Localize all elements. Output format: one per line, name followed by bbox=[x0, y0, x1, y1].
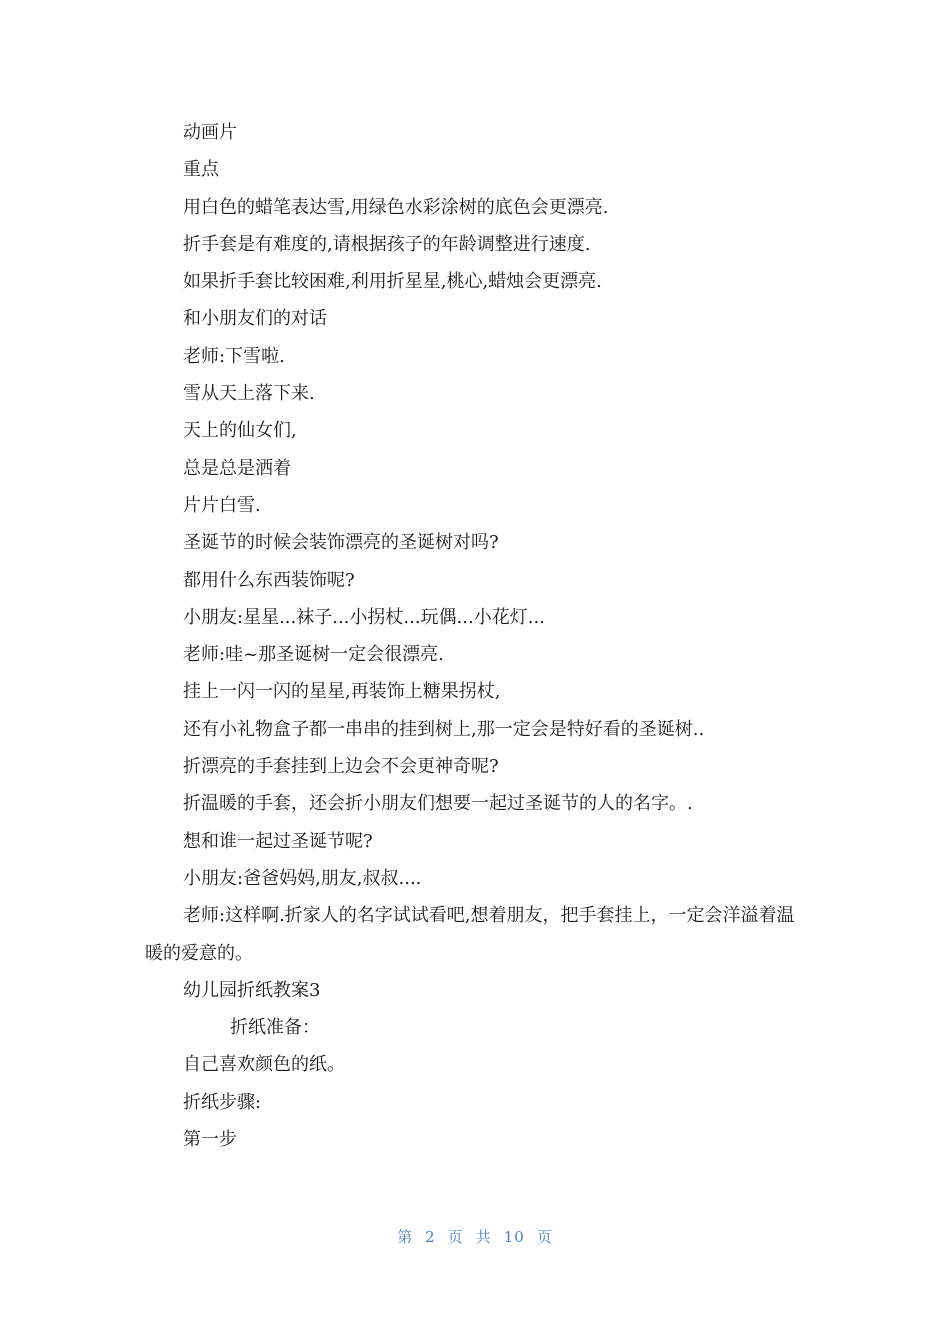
text-line: 折手套是有难度的,请根据孩子的年龄调整进行速度. bbox=[183, 233, 591, 255]
dialogue-line: 圣诞节的时候会装饰漂亮的圣诞树对吗? bbox=[183, 532, 499, 554]
dialogue-line: 小朋友:爸爸妈妈,朋友,叔叔.... bbox=[183, 867, 422, 889]
dialogue-line: 还有小礼物盒子都一串串的挂到树上,那一定会是特好看的圣诞树.. bbox=[183, 718, 705, 740]
dialogue-line: 折漂亮的手套挂到上边会不会更神奇呢? bbox=[183, 756, 499, 778]
current-page-number: 2 bbox=[425, 1228, 436, 1246]
subheading: 折纸步骤: bbox=[183, 1091, 262, 1113]
dialogue-line: 片片白雪. bbox=[183, 494, 261, 516]
subheading: 折纸准备： bbox=[230, 1017, 320, 1039]
document-body bbox=[145, 114, 810, 1158]
dialogue-line: 想和谁一起过圣诞节呢? bbox=[183, 830, 373, 852]
text-line: 自己喜欢颜色的纸。 bbox=[183, 1054, 345, 1076]
dialogue-line: 老师:哇~那圣诞树一定会很漂亮. bbox=[183, 644, 444, 666]
section-title: 幼儿园折纸教案3 bbox=[183, 979, 321, 1001]
dialogue-line: 挂上一闪一闪的星星,再装饰上糖果拐杖, bbox=[183, 681, 501, 703]
dialogue-line: 天上的仙女们, bbox=[183, 420, 297, 442]
footer-label: 第 bbox=[397, 1228, 414, 1246]
dialogue-line: 总是总是洒着 bbox=[183, 457, 291, 479]
dialogue-line: 小朋友:星星...袜子...小拐杖...玩偶...小花灯... bbox=[183, 606, 545, 628]
text-line: 动画片 bbox=[183, 122, 237, 143]
footer-label: 页 bbox=[536, 1228, 553, 1246]
page-footer bbox=[0, 1226, 950, 1247]
text-line: 如果折手套比较困难,利用折星星,桃心,蜡烛会更漂亮. bbox=[183, 271, 602, 293]
dialogue-line: 雪从天上落下来. bbox=[183, 383, 315, 405]
step-label: 第一步 bbox=[183, 1129, 237, 1151]
section-heading: 重点 bbox=[183, 159, 219, 181]
dialogue-line: 折温暖的手套，还会折小朋友们想要一起过圣诞节的人的名字。. bbox=[183, 793, 693, 815]
text-line: 用白色的蜡笔表达雪,用绿色水彩涂树的底色会更漂亮. bbox=[183, 196, 609, 218]
total-pages-number: 10 bbox=[503, 1228, 525, 1246]
footer-label: 页 bbox=[447, 1228, 464, 1246]
dialogue-line: 老师:下雪啦. bbox=[183, 345, 285, 367]
dialogue-paragraph: 老师:这样啊.折家人的名字试试看吧,想着朋友，把手套挂上，一定会洋溢着温暖的爱意的。 bbox=[145, 905, 795, 964]
dialogue-line: 都用什么东西装饰呢? bbox=[183, 569, 355, 591]
section-heading: 和小朋友们的对话 bbox=[183, 308, 327, 330]
footer-label: 共 bbox=[475, 1228, 492, 1246]
